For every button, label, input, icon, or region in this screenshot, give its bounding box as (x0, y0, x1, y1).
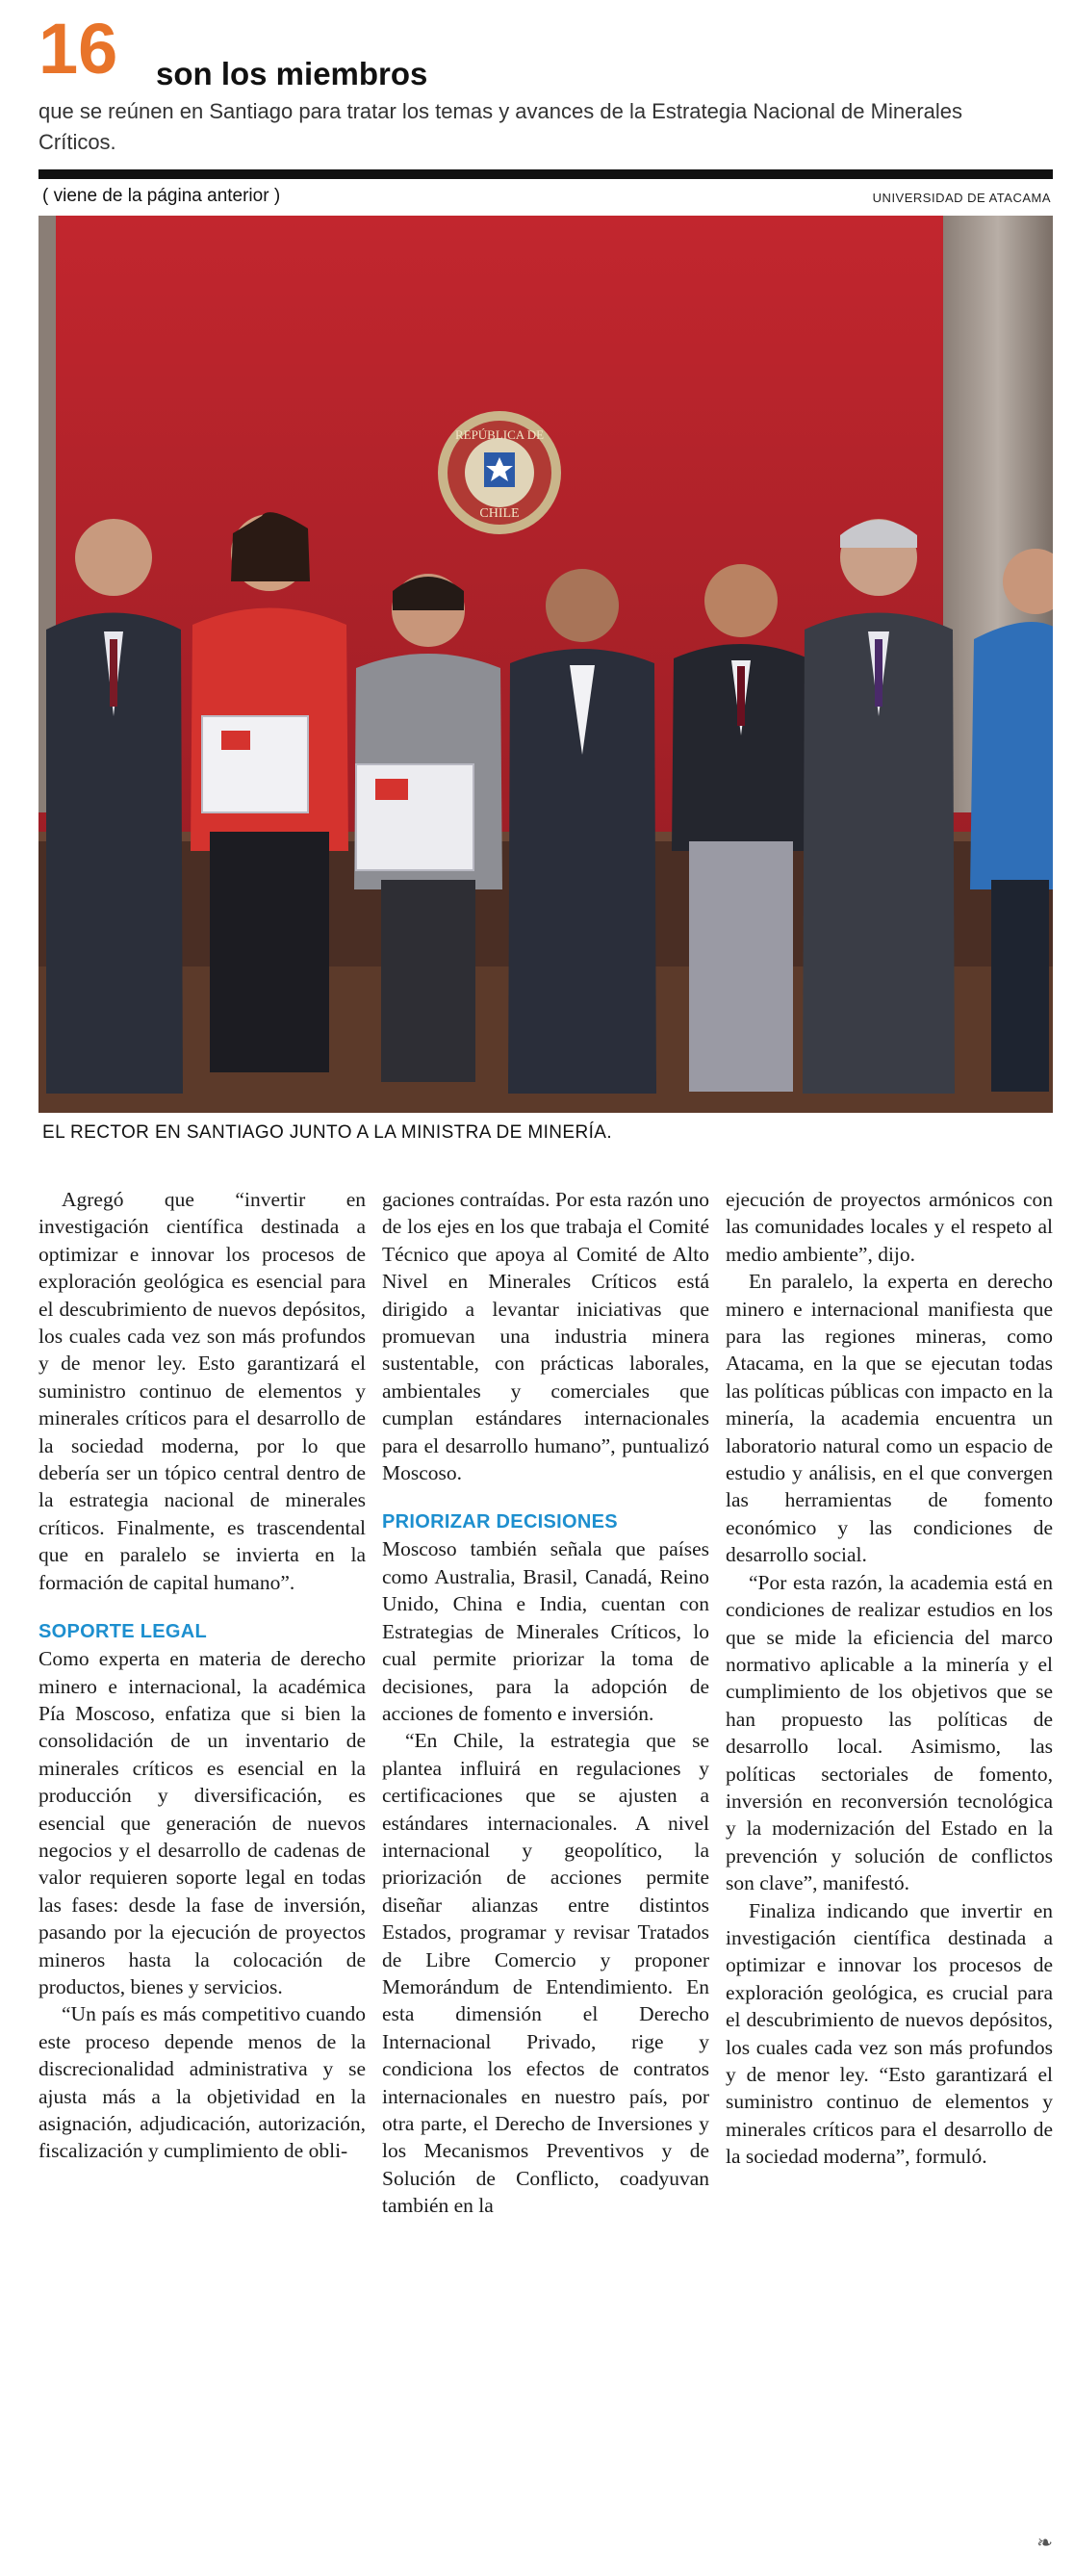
paragraph: ejecución de proyectos armónicos con las comunidades locales y el respeto al medio ambiente”, dijo. (726, 1188, 1053, 1266)
stat-number: 16 (38, 9, 118, 89)
paragraph: “Por esta razón, la academia está en condiciones de realizar estudios en los que se mide la eficiencia del marco normativo aplicable a la minería y el cumplimiento de los objetivos que se han propuesto las políticas de desarrollo local. Asimismo, las políticas sectoriales de fomento, inversión en reconversión tecnológica y la modernización del Estado en la prevención y solución de conflictos son clave”, manifestó. (726, 1570, 1053, 1895)
end-mark-icon: ❧ (1036, 2533, 1053, 2554)
section-heading: PRIORIZAR DECISIONES (382, 1511, 618, 1533)
article-column-3 (726, 1186, 1053, 2553)
event-photo (38, 216, 1053, 1113)
paragraph: Finaliza indicando que invertir en investigación científica destinada a optimizar e innovar los procesos de exploración geológica, es crucial para el descubrimiento de nuevos depósitos, los cuales cada vez son más profundos y de menor ley. “Esto garantizará el suministro continuo de elementos y minerales críticos para el desarrollo de la sociedad moderna”, formuló. (726, 1898, 1053, 2169)
paragraph: En paralelo, la experta en derecho minero e internacional manifiesta que para las regiones mineras, como Atacama, en la que se ejecutan todas las políticas públicas con impacto en la minería, la academia encuentra un laboratorio natural como un espacio de estudio y análisis, en el que convergen las herramientas de fomento económico y las condiciones de desarrollo social. (726, 1270, 1053, 1567)
paragraph: “Un país es más competitivo cuando este proceso depende menos de la discrecionalidad administrativa y se ajusta más a la objetividad en la asignación, adjudicación, autorización, fiscalización y cumplimiento de obli- (38, 2002, 366, 2163)
article-column-2 (382, 1186, 709, 2553)
photo-caption: EL RECTOR EN SANTIAGO JUNTO A LA MINISTRA DE MINERÍA. (42, 1122, 613, 1143)
paragraph: Como experta en materia de derecho minero e internacional, la académica Pía Moscoso, enfatiza que si bien la consolidación de un inventario de minerales críticos es esencial en la producción y diversificación, es esencial que generación de nuevos negocios y el desarrollo de cadenas de valor requieren soporte legal en todas las fases: desde la fase de inversión, pasando por la ejecución de proyectos mineros hasta la colocación de productos, bienes y servicios. (38, 1647, 366, 1998)
stat-title: son los miembros (156, 56, 428, 91)
paragraph: Moscoso también señala que países como Australia, Brasil, Canadá, Reino Unido, China e India, cuentan con Estrategias de Minerales Críticos, lo cual permite priorizar la toma de decisiones, para la adopción de acciones de fomento e inversión. (382, 1537, 709, 1725)
paragraph: “En Chile, la estrategia que se plantea influirá en regulaciones y certificaciones que se ajusten a estándares internacionales. A nivel internacional y geopolítico, la priorización de acciones permite diseñar alianzas entre distintos Estados, programar y revisar Tratados de Libre Comercio y proponer Memorándum de Entendimiento. En esta dimensión el Derecho Internacional Privado, rige y condiciona los efectos de contratos internacionales en nuestro país, por otra parte, el Derecho de Inversiones y los Mecanismos Preventivos y de Solución de Conflicto, coadyuvan también en la (382, 1729, 709, 2218)
paragraph: Agregó que “invertir en investigación científica destinada a optimizar e innovar los procesos de exploración geológica es esencial para el descubrimiento de nuevos depósitos, los cuales cada vez son más profundos y de menor ley. Esto garantizará el suministro continuo de elementos y minerales críticos para el desarrollo de la sociedad moderna, por lo que debería ser un tópico central dentro de la estrategia nacional de minerales críticos. Finalmente, es trascendental que en paralelo se invierta en la formación de capital humano”. (38, 1188, 366, 1594)
continued-label: ( viene de la página anterior ) (42, 186, 281, 206)
emblem-text-top: REPÚBLICA DE (454, 427, 545, 442)
stat-subtitle: que se reúnen en Santiago para tratar los temas y avances de la Estrategia Nacional de Minerales Críticos. (38, 99, 963, 154)
emblem-text-bottom: CHILE (479, 506, 520, 521)
article-column-1 (38, 1186, 366, 2553)
paragraph: gaciones contraídas. Por esta razón uno de los ejes en los que trabaja el Comité Técnico que apoya al Comité de Alto Nivel en Minerales Críticos está dirigido a levantar iniciativas que promuevan una industria minera sustentable, con prácticas laborales, ambientales y comerciales que cumplan estándares internacionales para el desarrollo humano”, puntualizó Moscoso. (382, 1188, 709, 1485)
article-body (38, 1186, 1053, 2553)
source-label: UNIVERSIDAD DE ATACAMA (872, 191, 1051, 205)
section-heading: SOPORTE LEGAL (38, 1621, 208, 1643)
section-rule (38, 169, 1053, 179)
